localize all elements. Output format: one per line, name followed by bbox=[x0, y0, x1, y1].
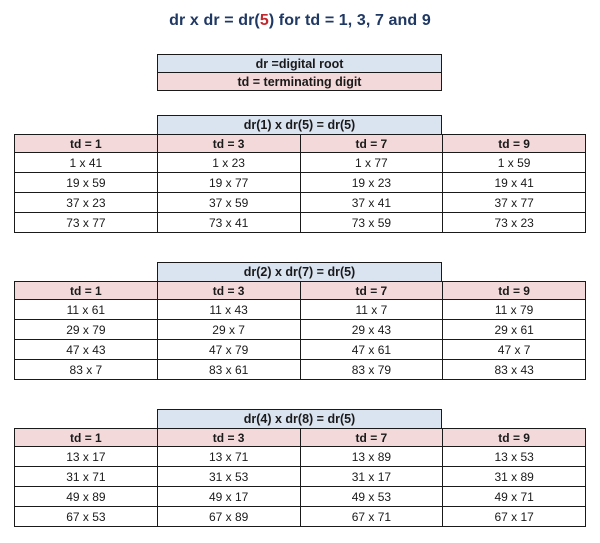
table-cell: 29 x 43 bbox=[300, 320, 443, 340]
table-cell: 49 x 89 bbox=[15, 487, 158, 507]
table-cell: 11 x 61 bbox=[15, 300, 158, 320]
table-cell: 73 x 59 bbox=[300, 213, 443, 233]
table-cell: 13 x 89 bbox=[300, 447, 443, 467]
table-cell: 73 x 41 bbox=[157, 213, 300, 233]
table-cell: 37 x 59 bbox=[157, 193, 300, 213]
table-cell: 13 x 53 bbox=[443, 447, 586, 467]
title-prefix: dr x dr = dr( bbox=[169, 12, 260, 29]
table-row bbox=[15, 193, 586, 213]
table-row bbox=[15, 340, 586, 360]
table-row bbox=[15, 320, 586, 340]
table-cell: 1 x 59 bbox=[443, 153, 586, 173]
table-cell: 83 x 61 bbox=[157, 360, 300, 380]
table-caption: dr(1) x dr(5) = dr(5) bbox=[157, 115, 442, 134]
legend-digital-root: dr =digital root bbox=[158, 55, 442, 73]
table-cell: 67 x 89 bbox=[157, 507, 300, 527]
table-row bbox=[15, 467, 586, 487]
table-cell: 83 x 43 bbox=[443, 360, 586, 380]
column-header: td = 1 bbox=[15, 282, 158, 300]
table-cell: 49 x 53 bbox=[300, 487, 443, 507]
column-header: td = 9 bbox=[443, 282, 586, 300]
title-suffix: ) for td = 1, 3, 7 and 9 bbox=[268, 12, 431, 29]
table-cell: 73 x 77 bbox=[15, 213, 158, 233]
table-cell: 67 x 17 bbox=[443, 507, 586, 527]
table-cell: 29 x 79 bbox=[15, 320, 158, 340]
column-header: td = 9 bbox=[443, 135, 586, 153]
header-row bbox=[15, 282, 586, 300]
table-cell: 11 x 43 bbox=[157, 300, 300, 320]
table-cell: 37 x 23 bbox=[15, 193, 158, 213]
table-cell: 49 x 71 bbox=[443, 487, 586, 507]
column-header: td = 3 bbox=[157, 429, 300, 447]
table-cell: 31 x 89 bbox=[443, 467, 586, 487]
table-cell: 73 x 23 bbox=[443, 213, 586, 233]
table-cell: 11 x 79 bbox=[443, 300, 586, 320]
product-table bbox=[14, 281, 586, 380]
table-cell: 19 x 77 bbox=[157, 173, 300, 193]
header-row bbox=[15, 135, 586, 153]
column-header: td = 7 bbox=[300, 282, 443, 300]
table-cell: 49 x 17 bbox=[157, 487, 300, 507]
table-row bbox=[15, 447, 586, 467]
table-cell: 47 x 43 bbox=[15, 340, 158, 360]
table-cell: 29 x 61 bbox=[443, 320, 586, 340]
table-caption: dr(2) x dr(7) = dr(5) bbox=[157, 262, 442, 281]
table-cell: 11 x 7 bbox=[300, 300, 443, 320]
column-header: td = 1 bbox=[15, 429, 158, 447]
table-row bbox=[15, 507, 586, 527]
column-header: td = 3 bbox=[157, 135, 300, 153]
table-cell: 37 x 77 bbox=[443, 193, 586, 213]
table-cell: 47 x 79 bbox=[157, 340, 300, 360]
table-row bbox=[15, 153, 586, 173]
table-row bbox=[15, 213, 586, 233]
table-cell: 37 x 41 bbox=[300, 193, 443, 213]
table-cell: 83 x 79 bbox=[300, 360, 443, 380]
column-header: td = 3 bbox=[157, 282, 300, 300]
column-header: td = 7 bbox=[300, 429, 443, 447]
page-title bbox=[0, 12, 600, 30]
table-cell: 19 x 23 bbox=[300, 173, 443, 193]
legend-table bbox=[157, 54, 442, 91]
table-cell: 67 x 53 bbox=[15, 507, 158, 527]
table-cell: 29 x 7 bbox=[157, 320, 300, 340]
table-cell: 1 x 77 bbox=[300, 153, 443, 173]
table-row bbox=[15, 173, 586, 193]
table-cell: 1 x 23 bbox=[157, 153, 300, 173]
table-cell: 47 x 61 bbox=[300, 340, 443, 360]
table-cell: 13 x 17 bbox=[15, 447, 158, 467]
table-row bbox=[15, 360, 586, 380]
column-header: td = 9 bbox=[443, 429, 586, 447]
table-cell: 67 x 71 bbox=[300, 507, 443, 527]
table-cell: 1 x 41 bbox=[15, 153, 158, 173]
table-cell: 47 x 7 bbox=[443, 340, 586, 360]
table-caption: dr(4) x dr(8) = dr(5) bbox=[157, 409, 442, 428]
table-cell: 19 x 41 bbox=[443, 173, 586, 193]
product-table bbox=[14, 134, 586, 233]
table-cell: 13 x 71 bbox=[157, 447, 300, 467]
table-row bbox=[15, 487, 586, 507]
table-cell: 83 x 7 bbox=[15, 360, 158, 380]
title-highlight: 5 bbox=[259, 12, 269, 29]
table-cell: 31 x 53 bbox=[157, 467, 300, 487]
table-row bbox=[15, 300, 586, 320]
table-cell: 19 x 59 bbox=[15, 173, 158, 193]
product-table bbox=[14, 428, 586, 527]
table-cell: 31 x 17 bbox=[300, 467, 443, 487]
column-header: td = 1 bbox=[15, 135, 158, 153]
column-header: td = 7 bbox=[300, 135, 443, 153]
table-cell: 31 x 71 bbox=[15, 467, 158, 487]
legend-terminating-digit: td = terminating digit bbox=[158, 73, 442, 91]
header-row bbox=[15, 429, 586, 447]
